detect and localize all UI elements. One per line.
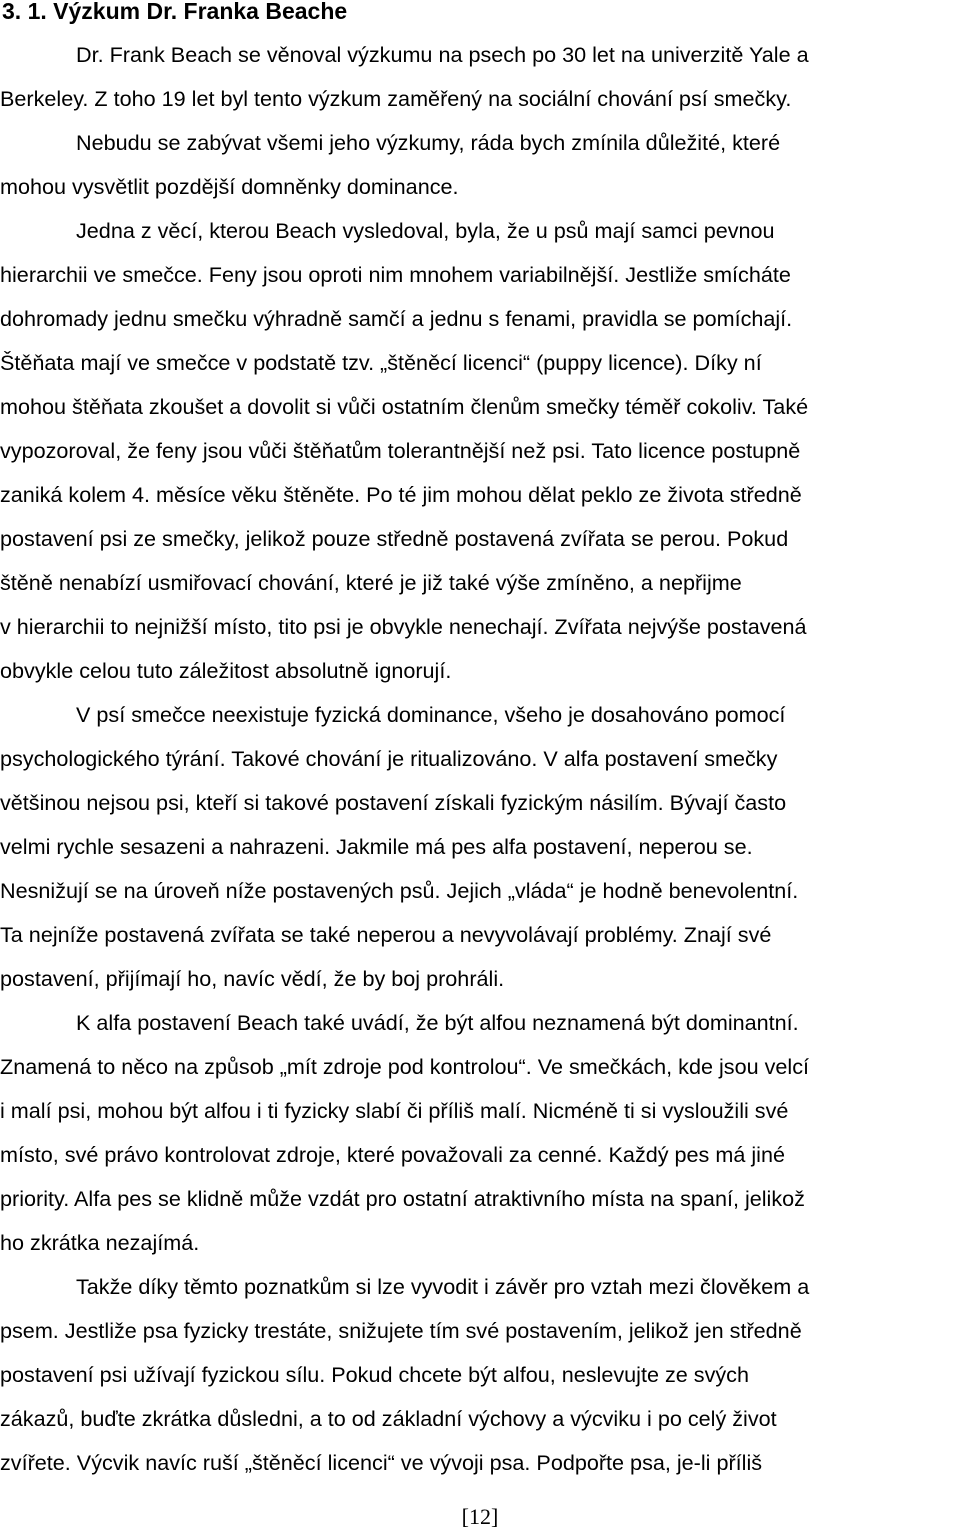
text-line: psem. Jestliže psa fyzicky trestáte, snižujete tím své postavením, jelikož jen středně xyxy=(0,1318,802,1343)
text-line: V psí smečce neexistuje fyzická dominance, všeho je dosahováno pomocí xyxy=(76,702,786,727)
text-line: Štěňata mají ve smečce v podstatě tzv. „štěněcí licenci“ (puppy licence). Díky ní xyxy=(0,350,762,375)
text-line: K alfa postavení Beach také uvádí, že být alfou neznamená být dominantní. xyxy=(76,1010,799,1035)
text-line: Dr. Frank Beach se věnoval výzkumu na psech po 30 let na univerzitě Yale a xyxy=(76,42,809,67)
text-line: štěně nenabízí usmiřovací chování, které je již také výše zmíněno, a nepřijme xyxy=(0,570,742,595)
text-line: v hierarchii to nejnižší místo, tito psi je obvykle nenechají. Zvířata nejvýše postavená xyxy=(0,614,807,639)
page-number: [12] xyxy=(461,1504,499,1529)
text-line: i malí psi, mohou být alfou i ti fyzicky slabí či příliš malí. Nicméně ti si vysloužili své xyxy=(0,1098,789,1123)
text-line: vypozoroval, že feny jsou vůči štěňatům tolerantnější než psi. Tato licence postupně xyxy=(0,438,801,463)
text-line: priority. Alfa pes se klidně může vzdát pro ostatní atraktivního místa na spaní, jelikož xyxy=(0,1186,805,1211)
text-line: Ta nejníže postavená zvířata se také neperou a nevyvolávají problémy. Znají své xyxy=(0,922,772,947)
text-line: Nebudu se zabývat všemi jeho výzkumy, ráda bych zmínila důležité, které xyxy=(76,130,781,155)
text-line: hierarchii ve smečce. Feny jsou oproti nim mnohem variabilnější. Jestliže smícháte xyxy=(0,262,791,287)
text-line: velmi rychle sesazeni a nahrazeni. Jakmile má pes alfa postavení, neperou se. xyxy=(0,834,753,859)
text-line: většinou nejsou psi, kteří si takové postavení získali fyzickým násilím. Bývají často xyxy=(0,790,787,815)
text-line: zákazů, buďte zkrátka důsledni, a to od základní výchovy a výcviku i po celý život xyxy=(0,1406,777,1431)
text-line: Nesnižují se na úroveň níže postavených psů. Jejich „vláda“ je hodně benevolentní. xyxy=(0,878,799,903)
text-line: Takže díky těmto poznatkům si lze vyvodit i závěr pro vztah mezi člověkem a xyxy=(76,1274,810,1299)
text-line: obvykle celou tuto záležitost absolutně ignorují. xyxy=(0,658,452,683)
text-line: Znamená to něco na způsob „mít zdroje pod kontrolou“. Ve smečkách, kde jsou velcí xyxy=(0,1054,809,1079)
text-line: dohromady jednu smečku výhradně samčí a jednu s fenami, pravidla se pomíchají. xyxy=(0,306,793,331)
text-line: postavení, přijímají ho, navíc vědí, že by boj prohráli. xyxy=(0,966,505,991)
text-line: ho zkrátka nezajímá. xyxy=(0,1230,200,1255)
text-line: mohou štěňata zkoušet a dovolit si vůči ostatním členům smečky téměř cokoliv. Také xyxy=(0,394,809,419)
text-line: postavení psi užívají fyzickou sílu. Pokud chcete být alfou, neslevujte ze svých xyxy=(0,1362,749,1387)
text-line: psychologického týrání. Takové chování je ritualizováno. V alfa postavení smečky xyxy=(0,746,778,771)
text-line: zvířete. Výcvik navíc ruší „štěněcí licenci“ ve vývoji psa. Podpořte psa, je-li příliš xyxy=(0,1450,763,1475)
section-heading: 3. 1. Výzkum Dr. Franka Beache xyxy=(2,0,348,24)
text-line: Berkeley. Z toho 19 let byl tento výzkum zaměřený na sociální chování psí smečky. xyxy=(0,86,792,111)
text-line: Jedna z věcí, kterou Beach vysledoval, byla, že u psů mají samci pevnou xyxy=(76,218,775,243)
text-line: místo, své právo kontrolovat zdroje, které považovali za cenné. Každý pes má jiné xyxy=(0,1142,785,1167)
text-line: postavení psi ze smečky, jelikož pouze středně postavená zvířata se perou. Pokud xyxy=(0,526,789,551)
text-line: zaniká kolem 4. měsíce věku štěněte. Po té jim mohou dělat peklo ze života středně xyxy=(0,482,802,507)
text-line: mohou vysvětlit pozdější domněnky dominance. xyxy=(0,174,459,199)
